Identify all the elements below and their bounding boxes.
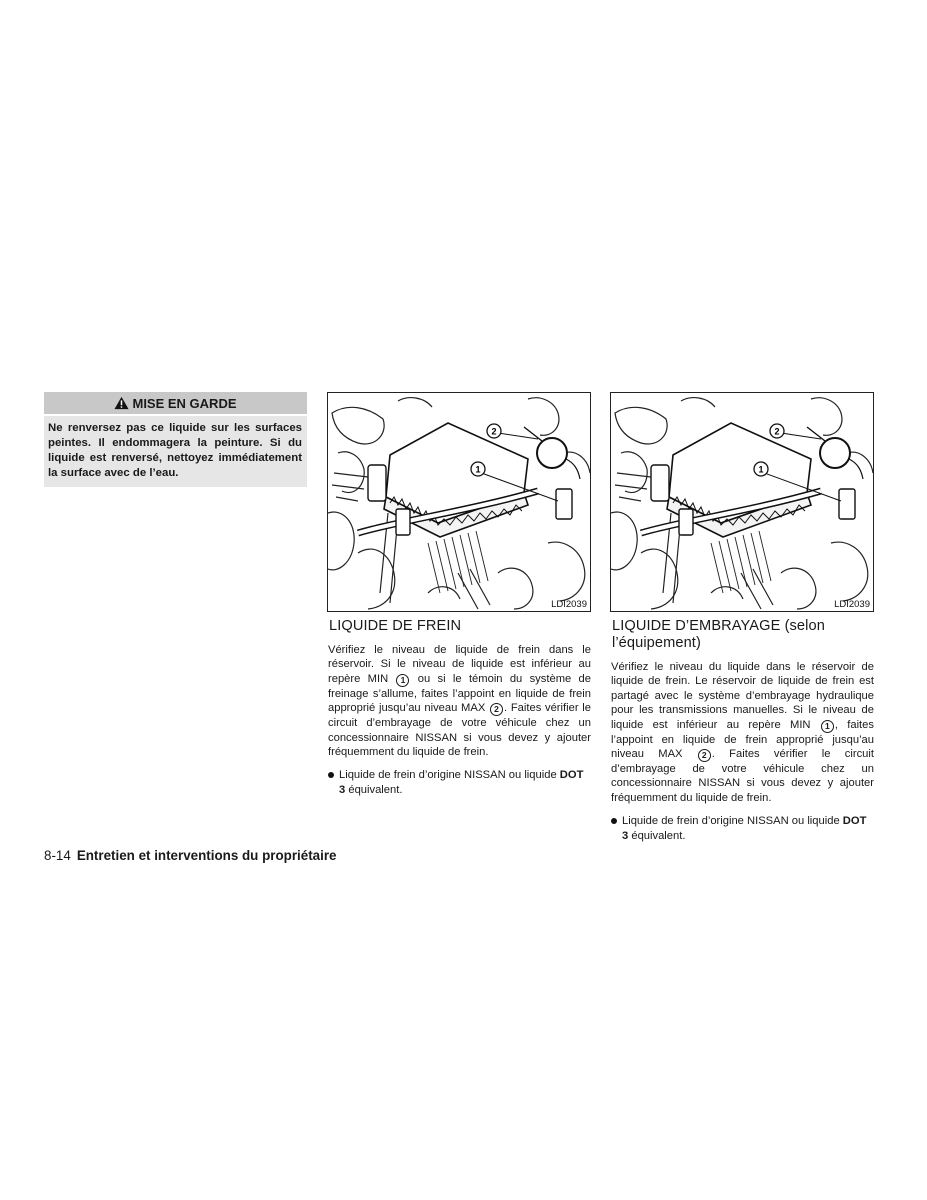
bullet-dot-icon	[611, 818, 617, 824]
warning-box	[44, 392, 307, 487]
page-number: 8-14	[44, 848, 71, 863]
bullet-item: Liquide de frein d’origine NISSAN ou liquide DOT 3 équivalent.	[610, 814, 874, 843]
chapter-title: Entretien et interventions du propriétaire	[76, 848, 337, 863]
callout-max-2: 2	[774, 426, 780, 437]
warning-header	[44, 392, 307, 414]
figure-code: LDI2039	[551, 599, 587, 610]
section-paragraph: Vérifiez le niveau de liquide de frein dans le réservoir. Si le niveau de liquide est inférieur au repère MIN 1 ou si le témoin du système de freinage s’allume, faites l’appoint en liquide de frein approprié jusqu’au niveau MAX 2 . Faites vérifier le circuit d’embrayage de votre véhicule chez un concessionnaire NISSAN si vous devez y ajouter fréquemment du liquide de frein.	[328, 644, 591, 759]
callout-min-1: 1	[475, 464, 481, 475]
callout-min-1: 1	[758, 464, 764, 475]
brake-reservoir-figure	[327, 392, 591, 612]
bullet-item: Liquide de frein d’origine NISSAN ou liquide DOT 3 équivalent.	[327, 768, 591, 797]
callout-ref-1: 1	[821, 720, 834, 733]
engine-bay-illustration	[611, 393, 873, 611]
callout-ref-2: 2	[490, 703, 503, 716]
callout-ref-2: 2	[698, 749, 711, 762]
warning-title: MISE EN GARDE	[132, 395, 237, 411]
callout-max-2: 2	[491, 426, 497, 437]
bullet-dot-icon	[328, 772, 334, 778]
clutch-reservoir-figure	[610, 392, 874, 612]
warning-text: Ne renversez pas ce liquide sur les surfaces peintes. Il endommagera la peinture. Si du liquide est renversé, nettoyez immédiatement la surface avec de l’eau.	[44, 416, 307, 487]
engine-bay-illustration	[328, 393, 590, 611]
section-title: LIQUIDE D’EMBRAYAGE (selon l’équipement)	[612, 618, 825, 651]
section-paragraph: Vérifiez le niveau du liquide dans le réservoir de liquide de frein. Le réservoir de liquide de frein est partagé avec le système d’embrayage hydraulique pour les transmissions manuelles. Si le niveau de liquide est inférieur au repère MIN 1 , faites l’appoint en liquide de frein approprié jusqu’au niveau MAX 2 . Faites vérifier le circuit d’embrayage de votre véhicule chez un concessionnaire NISSAN si vous devez y ajouter fréquemment du liquide de frein.	[611, 661, 874, 804]
callout-ref-1: 1	[396, 674, 409, 687]
warning-triangle-icon	[114, 396, 129, 410]
clutch-fluid-section	[610, 392, 874, 843]
page-footer	[44, 848, 337, 863]
figure-code: LDI2039	[834, 599, 870, 610]
section-title: LIQUIDE DE FREIN	[329, 618, 462, 634]
brake-fluid-section	[327, 392, 591, 797]
